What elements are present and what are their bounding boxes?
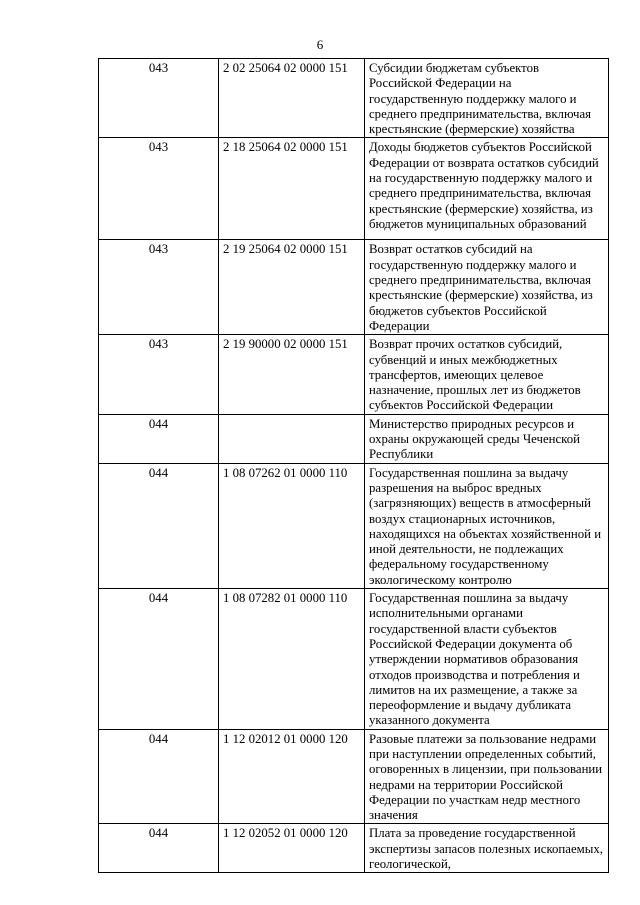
table-row — [99, 463, 609, 588]
kbk-cell: 1 12 02012 01 0000 120 — [219, 729, 365, 824]
table-row — [99, 414, 609, 463]
table-row — [99, 589, 609, 730]
kbk-cell: 2 19 90000 02 0000 151 — [219, 335, 365, 414]
name-cell: Государственная пошлина за выдачу разрешения на выброс вредных (загрязняющих) веществ в атмосферный воздух стационарных источников, находящихся на объектах хозяйственной и иной деятельности, не подлежащих федеральному государственному экологическому контролю — [365, 463, 609, 588]
name-cell: Плата за проведение государственной экспертизы запасов полезных ископаемых, геологической, — [365, 824, 609, 873]
table-row — [99, 138, 609, 240]
table-row — [99, 240, 609, 335]
table-row — [99, 729, 609, 824]
revenue-codes-table — [98, 58, 609, 873]
kbk-cell: 1 12 02052 01 0000 120 — [219, 824, 365, 873]
kbk-cell: 2 18 25064 02 0000 151 — [219, 138, 365, 240]
admin-code-cell: 044 — [99, 824, 219, 873]
name-cell: Субсидии бюджетам субъектов Российской Федерации на государственную поддержку малого и среднего предпринимательства, включая крестьянские (фермерские) хозяйства — [365, 59, 609, 138]
name-cell: Разовые платежи за пользование недрами при наступлении определенных событий, оговоренных в лицензии, при пользовании недрами на территории Российской Федерации по участкам недр местного значения — [365, 729, 609, 824]
table-row — [99, 335, 609, 414]
table-row — [99, 824, 609, 873]
kbk-cell: 2 19 25064 02 0000 151 — [219, 240, 365, 335]
name-cell: Министерство природных ресурсов и охраны окружающей среды Чеченской Республики — [365, 414, 609, 463]
name-cell: Государственная пошлина за выдачу исполнительными органами государственной власти субъектов Российской Федерации документа об утверждении нормативов образования отходов производства и потребления и лимитов на их размещение, а также за переоформление и выдачу дубликата указанного документа — [365, 589, 609, 730]
admin-code-cell: 044 — [99, 729, 219, 824]
admin-code-cell: 043 — [99, 240, 219, 335]
admin-code-cell: 043 — [99, 59, 219, 138]
table-row — [99, 59, 609, 138]
admin-code-cell: 044 — [99, 463, 219, 588]
admin-code-cell: 043 — [99, 335, 219, 414]
kbk-cell: 1 08 07282 01 0000 110 — [219, 589, 365, 730]
kbk-cell: 1 08 07262 01 0000 110 — [219, 463, 365, 588]
admin-code-cell: 044 — [99, 589, 219, 730]
kbk-cell — [219, 414, 365, 463]
kbk-cell: 2 02 25064 02 0000 151 — [219, 59, 365, 138]
page-number: 6 — [316, 37, 324, 52]
name-cell: Возврат остатков субсидий на государственную поддержку малого и среднего предпринимательства, включая крестьянские (фермерские) хозяйства, из бюджетов субъектов Российской Федерации — [365, 240, 609, 335]
name-cell: Возврат прочих остатков субсидий, субвенций и иных межбюджетных трансфертов, имеющих целевое назначение, прошлых лет из бюджетов субъектов Российской Федерации — [365, 335, 609, 414]
admin-code-cell: 043 — [99, 138, 219, 240]
name-cell: Доходы бюджетов субъектов Российской Федерации от возврата остатков субсидий на государственную поддержку малого и среднего предпринимательства, включая крестьянские (фермерские) хозяйства, из бюджетов муниципальных образований — [365, 138, 609, 240]
admin-code-cell: 044 — [99, 414, 219, 463]
